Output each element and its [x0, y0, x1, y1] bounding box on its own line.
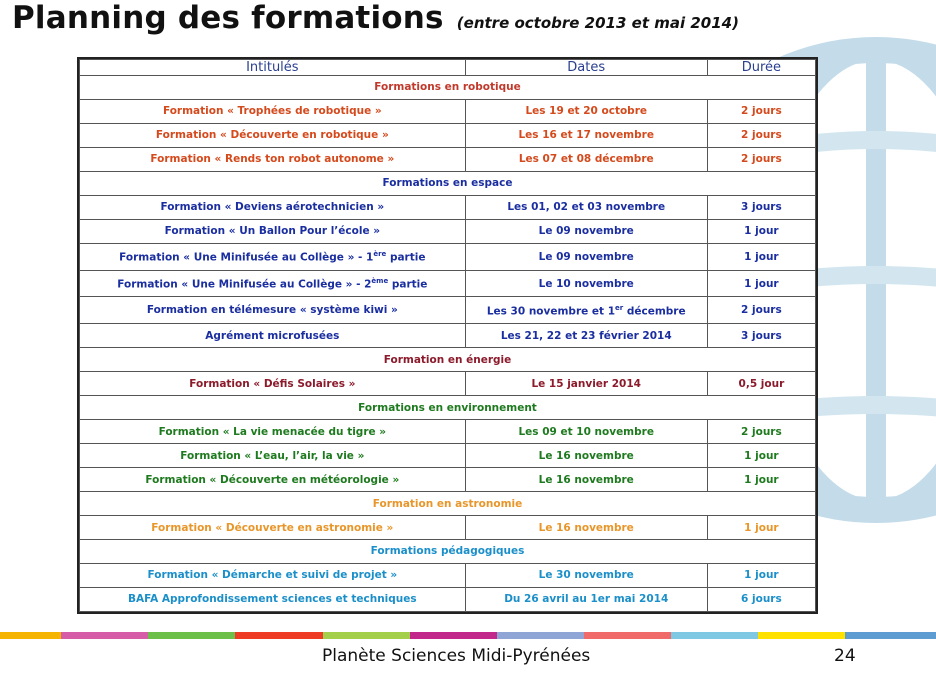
cell-dates-text: Les 09 et 10 novembre [518, 425, 654, 438]
table-row [80, 587, 816, 611]
footer-color-segment [235, 632, 322, 639]
cell-intitule [80, 147, 466, 171]
cell-intitule [80, 444, 466, 468]
cell-intitule-text: Formation « Trophées de robotique » [162, 105, 382, 118]
cell-intitule [80, 243, 466, 270]
cell-duree [707, 243, 815, 270]
cell-dates [465, 587, 707, 611]
cell-duree [707, 372, 815, 396]
section-label: Formations en espace [80, 171, 816, 195]
table-body [80, 76, 816, 612]
cell-intitule [80, 195, 466, 219]
cell-duree-text: 2 jours [741, 129, 782, 142]
cell-dates-text: Les 07 et 08 décembre [518, 153, 654, 166]
cell-duree [707, 563, 815, 587]
cell-dates [465, 243, 707, 270]
cell-dates-text: Les 19 et 20 octobre [525, 105, 647, 118]
cell-dates-text: Du 26 avril au 1er mai 2014 [504, 593, 669, 606]
cell-dates [465, 563, 707, 587]
table-row [80, 444, 816, 468]
section-label: Formations pédagogiques [80, 540, 816, 564]
section-row [80, 396, 816, 420]
cell-dates-text: Le 16 novembre [538, 449, 634, 462]
cell-intitule [80, 372, 466, 396]
cell-duree-text: 1 jour [744, 449, 779, 462]
cell-duree-text: 3 jours [741, 201, 782, 214]
cell-intitule [80, 123, 466, 147]
cell-intitule [80, 297, 466, 324]
cell-intitule [80, 270, 466, 297]
cell-duree-text: 0,5 jour [738, 377, 785, 390]
cell-duree [707, 99, 815, 123]
cell-duree [707, 219, 815, 243]
cell-duree [707, 270, 815, 297]
cell-intitule [80, 516, 466, 540]
cell-intitule-text: Formation « Rends ton robot autonome » [150, 153, 395, 166]
cell-duree-text: 2 jours [741, 105, 782, 118]
cell-duree-text: 1 jour [744, 250, 779, 263]
cell-duree-text: 1 jour [744, 277, 779, 290]
cell-intitule-text: Formation « La vie menacée du tigre » [158, 425, 387, 438]
cell-dates-superscript: er [615, 303, 624, 312]
cell-dates [465, 468, 707, 492]
footer-color-segment [758, 632, 845, 639]
table-row [80, 563, 816, 587]
cell-dates [465, 99, 707, 123]
footer-color-segment [148, 632, 235, 639]
cell-dates-text: Le 16 novembre [538, 473, 634, 486]
cell-dates [465, 372, 707, 396]
cell-intitule-text: Formation en télémesure « système kiwi » [146, 304, 398, 317]
cell-intitule-text: Formation « Un Ballon Pour l’école » [164, 225, 381, 238]
cell-dates [465, 123, 707, 147]
section-row [80, 540, 816, 564]
schedule-table [79, 59, 816, 612]
cell-dates [465, 516, 707, 540]
cell-intitule-text: Formation « Démarche et suivi de projet » [147, 569, 398, 582]
footer-color-segment [323, 632, 410, 639]
section-label: Formation en astronomie [80, 492, 816, 516]
cell-intitule-text: Formation « Une Minifusée au Collège » - 2 [117, 278, 372, 291]
cell-intitule-suffix: partie [388, 278, 428, 291]
footer-color-segment [845, 632, 936, 639]
cell-intitule [80, 219, 466, 243]
section-row [80, 76, 816, 100]
cell-intitule-suffix: partie [386, 251, 426, 264]
cell-intitule-text: Formation « Défis Solaires » [189, 377, 356, 390]
section-row [80, 348, 816, 372]
cell-dates-text: Le 15 janvier 2014 [531, 377, 641, 390]
cell-duree-text: 6 jours [741, 593, 782, 606]
cell-intitule-superscript: ère [373, 250, 387, 259]
table-row [80, 324, 816, 348]
footer-color-segment [0, 632, 61, 639]
cell-intitule [80, 587, 466, 611]
page-subtitle: (entre octobre 2013 et mai 2014) [456, 14, 739, 32]
cell-duree-text: 2 jours [741, 425, 782, 438]
cell-intitule-text: Formation « Une Minifusée au Collège » - 1 [119, 251, 374, 264]
table-header-row [80, 60, 816, 76]
footer-color-segment [671, 632, 758, 639]
cell-dates [465, 270, 707, 297]
cell-duree [707, 324, 815, 348]
cell-dates [465, 324, 707, 348]
cell-dates-text: Le 09 novembre [538, 250, 634, 263]
page-title: Planning des formations [12, 0, 444, 36]
cell-dates-text: Les 30 novembre et 1 [486, 305, 615, 318]
table-row [80, 99, 816, 123]
cell-duree-text: 1 jour [744, 569, 779, 582]
header-duree: Durée [707, 60, 815, 76]
table-row [80, 270, 816, 297]
cell-duree [707, 147, 815, 171]
cell-duree [707, 468, 815, 492]
cell-intitule [80, 468, 466, 492]
page-title-block [12, 0, 739, 36]
header-dates: Dates [465, 60, 707, 76]
cell-intitule-superscript: ème [371, 276, 389, 285]
cell-dates-text: Le 16 novembre [538, 521, 634, 534]
footer-organization: Planète Sciences Midi-Pyrénées [322, 646, 591, 666]
cell-duree-text: 2 jours [741, 304, 782, 317]
cell-duree [707, 516, 815, 540]
cell-dates-text: Les 01, 02 et 03 novembre [507, 201, 666, 214]
cell-intitule-text: Formation « Découverte en robotique » [155, 129, 389, 142]
section-label: Formations en robotique [80, 76, 816, 100]
footer-color-segment [584, 632, 671, 639]
footer-color-segment [497, 632, 584, 639]
cell-duree [707, 587, 815, 611]
schedule-table-container [77, 57, 818, 614]
table-row [80, 243, 816, 270]
cell-dates-suffix: décembre [623, 305, 686, 318]
section-label: Formation en énergie [80, 348, 816, 372]
cell-dates [465, 444, 707, 468]
cell-duree-text: 1 jour [744, 473, 779, 486]
section-label: Formations en environnement [80, 396, 816, 420]
footer-color-segment [410, 632, 497, 639]
header-intitules: Intitulés [80, 60, 466, 76]
table-row [80, 297, 816, 324]
table-row [80, 147, 816, 171]
table-row [80, 219, 816, 243]
cell-intitule-text: Formation « Découverte en météorologie » [145, 473, 400, 486]
table-row [80, 195, 816, 219]
cell-dates [465, 420, 707, 444]
section-row [80, 171, 816, 195]
footer-color-segment [61, 632, 148, 639]
table-row [80, 372, 816, 396]
cell-duree [707, 123, 815, 147]
table-row [80, 123, 816, 147]
cell-duree-text: 1 jour [744, 225, 779, 238]
cell-intitule [80, 563, 466, 587]
section-row [80, 492, 816, 516]
cell-intitule-text: Formation « Découverte en astronomie » [151, 521, 394, 534]
cell-dates [465, 297, 707, 324]
table-row [80, 468, 816, 492]
cell-dates-text: Le 30 novembre [538, 569, 634, 582]
cell-duree [707, 444, 815, 468]
cell-intitule [80, 420, 466, 444]
cell-duree-text: 3 jours [741, 329, 782, 342]
cell-dates-text: Les 16 et 17 novembre [518, 129, 654, 142]
cell-intitule-text: Formation « L’eau, l’air, la vie » [180, 449, 365, 462]
cell-dates-text: Le 10 novembre [538, 277, 634, 290]
cell-duree [707, 195, 815, 219]
page-number: 24 [834, 646, 856, 666]
cell-intitule [80, 99, 466, 123]
cell-duree-text: 2 jours [741, 153, 782, 166]
cell-intitule-text: Agrément microfusées [205, 329, 340, 342]
cell-intitule-text: Formation « Deviens aérotechnicien » [160, 201, 385, 214]
cell-dates-text: Les 21, 22 et 23 février 2014 [500, 329, 672, 342]
cell-dates [465, 195, 707, 219]
cell-duree-text: 1 jour [744, 521, 779, 534]
cell-dates-text: Le 09 novembre [538, 225, 634, 238]
cell-intitule-text: BAFA Approfondissement sciences et techniques [128, 593, 417, 606]
cell-dates [465, 147, 707, 171]
cell-dates [465, 219, 707, 243]
cell-duree [707, 297, 815, 324]
table-row [80, 516, 816, 540]
cell-intitule [80, 324, 466, 348]
table-row [80, 420, 816, 444]
cell-duree [707, 420, 815, 444]
footer-color-bar [0, 632, 936, 639]
